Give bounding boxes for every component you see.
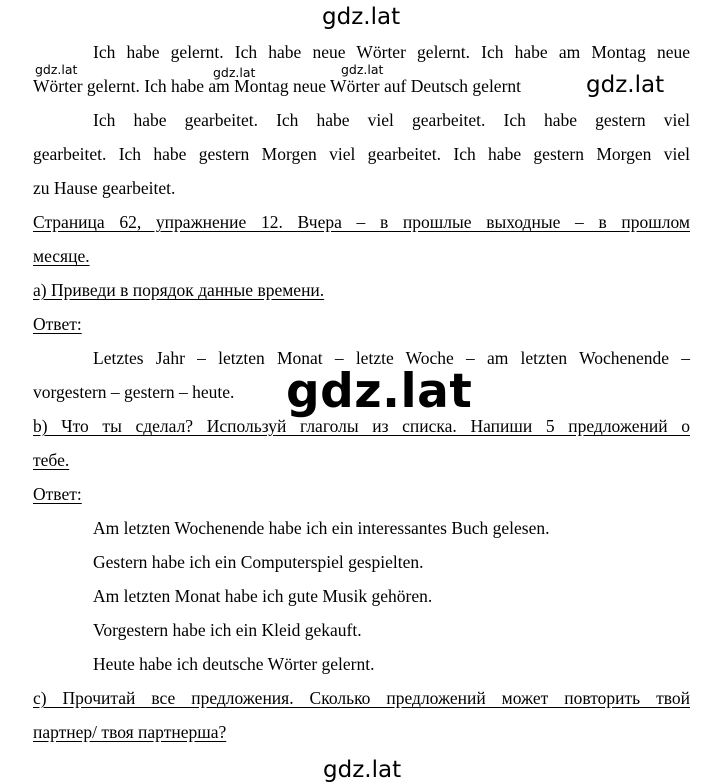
watermark-top: gdz.lat [322,4,401,30]
answer-b-sentence-1: Am letzten Wochenende habe ich ein interessantes Buch gelesen. [93,518,550,538]
page-exercise-heading-cont: месяце. [33,246,90,266]
watermark-right: gdz.lat [586,72,665,98]
watermark-center: gdz.lat [286,364,473,419]
task-c-heading-cont: партнер/ твоя партнерша? [33,722,227,742]
task-b-heading: b) Что ты сделал? Используй глаголы из списка. Напиши 5 предложений о [33,416,690,436]
page-exercise-heading: Страница 62, упражнение 12. Вчера – в прошлые выходные – в прошлом [33,212,690,232]
text-line-5: zu Hause gearbeitet. [33,178,176,198]
task-c-heading: с) Прочитай все предложения. Сколько предложений может повторить твой [33,688,690,708]
text-line-3: Ich habe gearbeitet. Ich habe viel gearbeitet. Ich habe gestern viel [93,110,690,130]
answer-label-a: Ответ: [33,314,82,334]
answer-b-sentence-3: Am letzten Monat habe ich gute Musik gehören. [93,586,433,606]
answer-b-sentence-4: Vorgestern habe ich ein Kleid gekauft. [93,620,362,640]
answer-a-line-2: vorgestern – gestern – heute. [33,382,235,402]
text-line-4: gearbeitet. Ich habe gestern Morgen viel gearbeitet. Ich habe gestern Morgen viel [33,144,690,164]
watermark-small-2: gdz.lat [213,65,256,80]
watermark-bottom: gdz.lat [323,757,402,783]
watermark-small-3: gdz.lat [341,62,384,77]
task-b-heading-cont: тебе. [33,450,70,470]
watermark-small-1: gdz.lat [35,62,78,77]
text-line-1: Ich habe gelernt. Ich habe neue Wörter gelernt. Ich habe am Montag neue [93,42,690,62]
task-a-heading: а) Приведи в порядок данные времени. [33,280,325,300]
answer-a-line-1: Letztes Jahr – letzten Monat – letzte Woche – am letzten Wochenende – [93,348,690,368]
text-line-2: Wörter gelernt. Ich habe am Montag neue Wörter auf Deutsch gelernt [33,76,522,96]
answer-b-sentence-2: Gestern habe ich ein Computerspiel gespielten. [93,552,424,572]
answer-label-b: Ответ: [33,484,82,504]
answer-b-sentence-5: Heute habe ich deutsche Wörter gelernt. [93,654,375,674]
